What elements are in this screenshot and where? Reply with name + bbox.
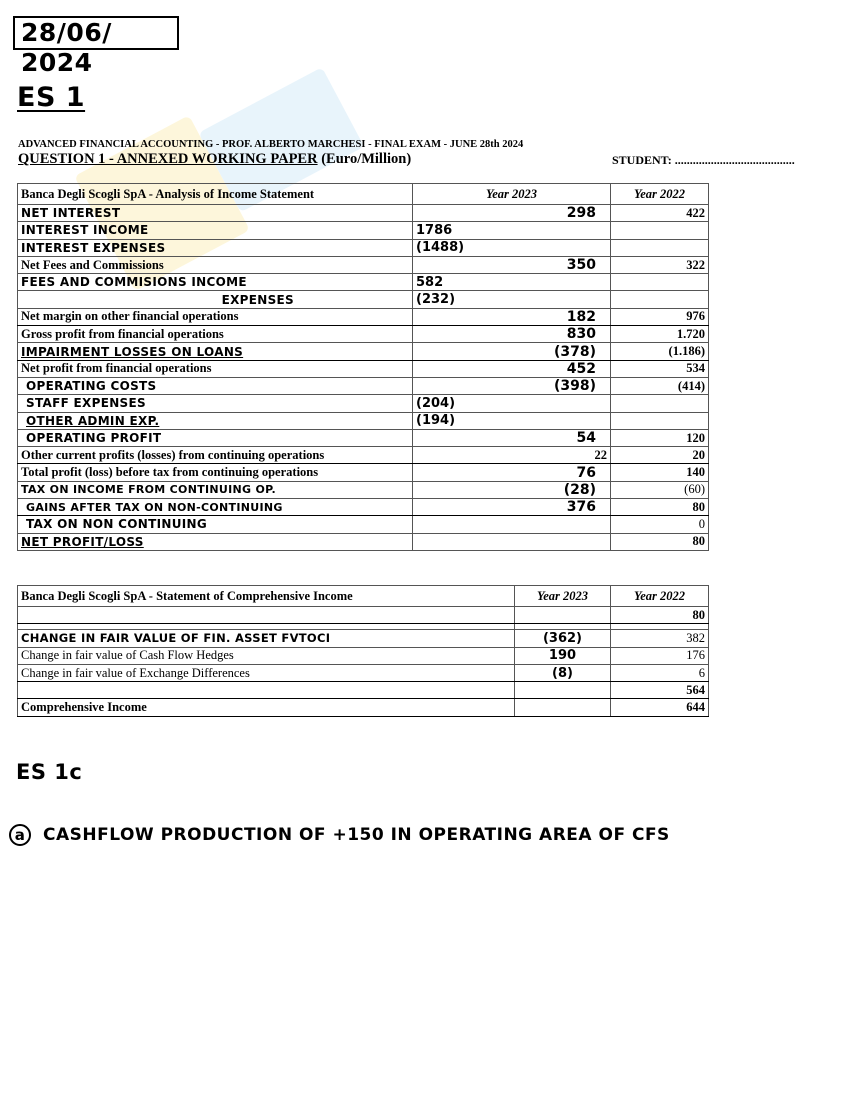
row-2023 — [515, 607, 611, 624]
row-2023: (378) — [513, 343, 611, 360]
date-box: 28/06/ 2024 — [13, 16, 179, 50]
row-label: NET PROFIT/LOSS — [18, 533, 413, 550]
is-col-2022: Year 2022 — [611, 184, 709, 205]
row-2023: 376 — [513, 499, 611, 516]
row-2023 — [515, 699, 611, 716]
row-2022: 644 — [611, 699, 709, 716]
row-2023: 54 — [513, 429, 611, 446]
row-label: Net Fees and Commissions — [18, 256, 413, 273]
row-label: OTHER ADMIN EXP. — [18, 412, 413, 429]
student-label: STUDENT: ........................................ — [612, 153, 795, 167]
row-2022: (414) — [611, 377, 709, 394]
question-unit: (Euro/Million) — [321, 151, 412, 167]
row-label: CHANGE IN FAIR VALUE OF FIN. ASSET FVTOCI — [18, 630, 515, 647]
row-label: NET INTEREST — [18, 205, 413, 222]
row-2023: 830 — [513, 326, 611, 343]
table-row — [18, 682, 709, 699]
row-label: Net profit from financial operations — [18, 360, 413, 377]
table-row — [18, 607, 709, 624]
row-2022: (60) — [611, 481, 709, 498]
row-2022: 382 — [611, 630, 709, 647]
note-a — [9, 824, 670, 846]
row-label: Other current profits (losses) from continuing operations — [18, 447, 413, 464]
note-marker: a — [9, 824, 31, 846]
table-row — [18, 205, 709, 222]
comprehensive-income-table — [17, 585, 709, 717]
row-2023: 182 — [513, 308, 611, 325]
table-row — [18, 343, 709, 360]
row-2023: 350 — [513, 256, 611, 273]
row-2022: 534 — [611, 360, 709, 377]
table-row — [18, 447, 709, 464]
table-row — [18, 412, 709, 429]
row-sub: (204) — [413, 395, 513, 412]
table-row — [18, 464, 709, 481]
row-sub: 1786 — [413, 222, 513, 239]
row-2022: 120 — [611, 429, 709, 446]
ci-col-2022: Year 2022 — [611, 586, 709, 607]
row-label: INTEREST EXPENSES — [18, 239, 413, 256]
row-2022: 80 — [611, 499, 709, 516]
row-2022: 80 — [611, 533, 709, 550]
row-label: OPERATING COSTS — [18, 377, 413, 394]
income-statement-table — [17, 183, 709, 551]
row-2023: (28) — [513, 481, 611, 498]
table-row — [18, 630, 709, 647]
table-row — [18, 256, 709, 273]
row-sub: (1488) — [413, 239, 513, 256]
row-2023: 76 — [513, 464, 611, 481]
row-label: Gross profit from financial operations — [18, 326, 413, 343]
table-row — [18, 291, 709, 308]
question-title-text: QUESTION 1 - ANNEXED WORKING PAPER — [18, 151, 318, 167]
table-row — [18, 429, 709, 446]
row-2022: 322 — [611, 256, 709, 273]
row-2022: 6 — [611, 664, 709, 681]
row-label: Change in fair value of Exchange Differences — [18, 664, 515, 681]
table-row — [18, 481, 709, 498]
table-row — [18, 274, 709, 291]
row-2023: (398) — [513, 377, 611, 394]
section-1c-title: ES 1c — [16, 760, 83, 784]
table-row — [18, 239, 709, 256]
note-text: CASHFLOW PRODUCTION OF +150 IN OPERATING AREA OF CFS — [43, 825, 670, 845]
exam-header: ADVANCED FINANCIAL ACCOUNTING - PROF. ALBERTO MARCHESI - FINAL EXAM - JUNE 28th 2024 — [18, 139, 524, 150]
table-row — [18, 499, 709, 516]
table-row — [18, 308, 709, 325]
row-2023: 22 — [513, 447, 611, 464]
row-2023: 298 — [513, 205, 611, 222]
is-title: Banca Degli Scogli SpA - Analysis of Income Statement — [18, 184, 413, 205]
row-2022: (1.186) — [611, 343, 709, 360]
row-label — [18, 682, 515, 699]
row-label: OPERATING PROFIT — [18, 429, 413, 446]
row-label: INTEREST INCOME — [18, 222, 413, 239]
ci-col-2023: Year 2023 — [515, 586, 611, 607]
question-title — [18, 151, 411, 168]
row-2022: 976 — [611, 308, 709, 325]
table-row — [18, 516, 709, 533]
table-row — [18, 699, 709, 716]
row-2023: (362) — [515, 630, 611, 647]
table-row — [18, 377, 709, 394]
row-label — [18, 607, 515, 624]
table-row — [18, 664, 709, 681]
row-label: TAX ON NON CONTINUING — [18, 516, 413, 533]
row-label: Total profit (loss) before tax from continuing operations — [18, 464, 413, 481]
table-row — [18, 222, 709, 239]
row-label: Change in fair value of Cash Flow Hedges — [18, 647, 515, 664]
row-2022: 0 — [611, 516, 709, 533]
row-sub: (194) — [413, 412, 513, 429]
row-label: EXPENSES — [18, 291, 413, 308]
row-label: TAX ON INCOME FROM CONTINUING OP. — [18, 481, 413, 498]
row-2022: 176 — [611, 647, 709, 664]
is-col-2023: Year 2023 — [413, 184, 611, 205]
row-label: Comprehensive Income — [18, 699, 515, 716]
row-2022: 564 — [611, 682, 709, 699]
row-2022: 80 — [611, 607, 709, 624]
row-2022: 1.720 — [611, 326, 709, 343]
row-label: FEES AND COMMISIONS INCOME — [18, 274, 413, 291]
row-2022: 20 — [611, 447, 709, 464]
table-row — [18, 360, 709, 377]
table-row — [18, 326, 709, 343]
row-2022: 422 — [611, 205, 709, 222]
row-sub: 582 — [413, 274, 513, 291]
row-label: STAFF EXPENSES — [18, 395, 413, 412]
row-2022: 140 — [611, 464, 709, 481]
row-2023: 452 — [513, 360, 611, 377]
ci-title: Banca Degli Scogli SpA - Statement of Comprehensive Income — [18, 586, 515, 607]
table-row — [18, 395, 709, 412]
table-row — [18, 533, 709, 550]
row-2023: 190 — [515, 647, 611, 664]
section-1-title: ES 1 — [17, 82, 86, 113]
row-sub: (232) — [413, 291, 513, 308]
table-row — [18, 647, 709, 664]
row-2023: (8) — [515, 664, 611, 681]
row-label: GAINS AFTER TAX ON NON-CONTINUING — [18, 499, 413, 516]
row-label: Net margin on other financial operations — [18, 308, 413, 325]
row-label: IMPAIRMENT LOSSES ON LOANS — [18, 343, 413, 360]
row-2023 — [515, 682, 611, 699]
